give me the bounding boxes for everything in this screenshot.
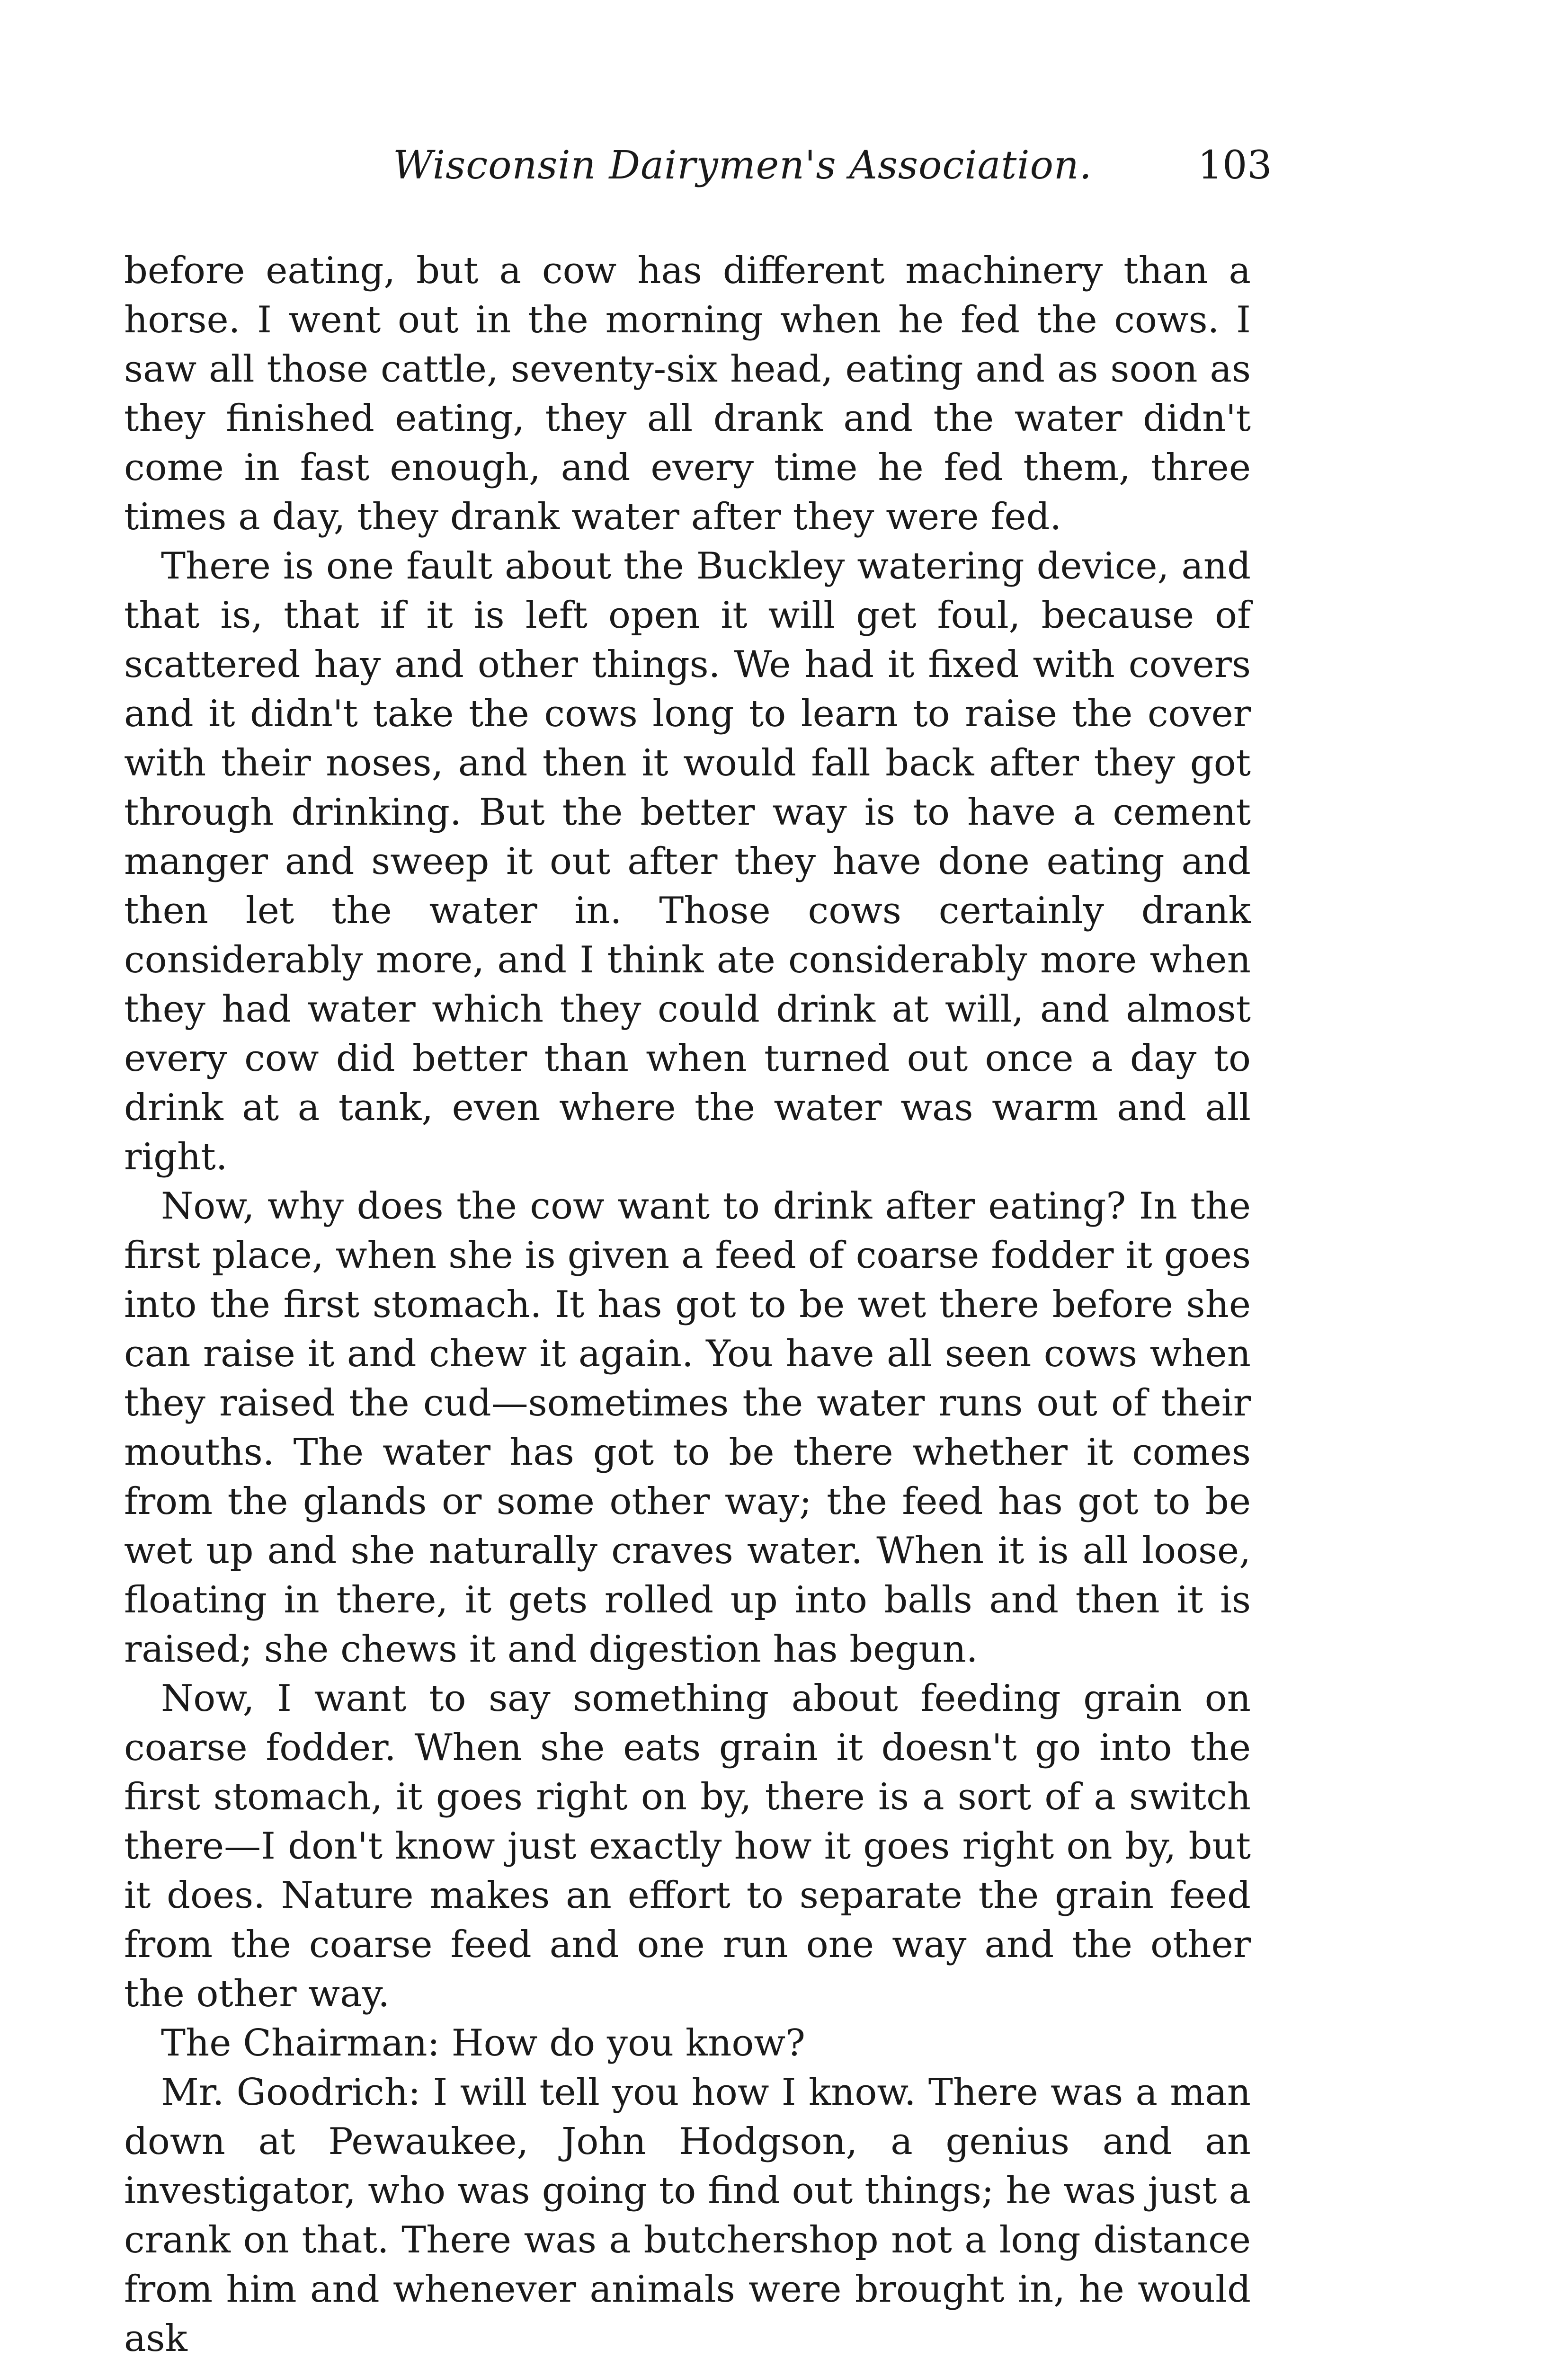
speaker-label: Mr. Goodrich: <box>161 2071 421 2114</box>
paragraph-why-cow-drinks: Now, why does the cow want to drink after eating? In the first place, when she is given a feed of coarse fodder it goes into the first stomach. It has got to be wet there before she can raise it and chew it again. You have all seen cows when they raised the cud—sometimes the water runs out of their mouths. The water has got to be there whether it comes from the glands or some other way; the feed has got to be wet up and she naturally craves water. When it is all loose, floating in there, it gets rolled up into balls and then it is raised; she chews it and digestion has begun. <box>124 1185 1251 1671</box>
paragraph-goodrich-answer <box>124 2068 1251 2363</box>
page-number: 103 <box>1198 143 1272 188</box>
paragraph-continuation: before eating, but a cow has different machinery than a horse. I went out in the morning when he fed the cows. I saw all those cattle, seventy-six head, eating and as soon as they finished eating, they all drank and the water didn't come in fast enough, and every time he fed them, three times a day, they drank water after they were fed. <box>124 249 1251 538</box>
speech-text: I will tell you how I know. There was a man down at Pewaukee, John Hodgson, a genius and an investigator, who was going to find out things; he was just a crank on that. There was a butchershop not a long distance from him and whenever animals were brought in, he would ask <box>124 2071 1251 2360</box>
paragraph-grain-feeding: Now, I want to say something about feeding grain on coarse fodder. When she eats grain it doesn't go into the first stomach, it goes right on by, there is a sort of a switch there—I don't know just exactly how it goes right on by, but it does. Nature makes an effort to separate the grain feed from the coarse feed and one run one way and the other the other way. <box>124 1677 1251 2015</box>
paragraph-chairman-question <box>124 2019 1251 2068</box>
running-title: Wisconsin Dairymen's Association. <box>393 143 1092 188</box>
paragraph-buckley-device: There is one fault about the Buckley watering device, and that is, that if it is left open it will get foul, because of scattered hay and other things. We had it fixed with covers and it didn't take the cows long to learn to raise the cover with their noses, and then it would fall back after they got through drinking. But the better way is to have a cement manger and sweep it out after they have done eating and then let the water in. Those cows certainly drank considerably more, and I think ate considerably more when they had water which they could drink at will, and almost every cow did better than when turned out once a day to drink at a tank, even where the water was warm and all right. <box>124 545 1251 1178</box>
body-text <box>124 246 1251 2363</box>
speaker-label: The Chairman: <box>161 2022 440 2064</box>
speech-text: How do you know? <box>451 2022 805 2064</box>
